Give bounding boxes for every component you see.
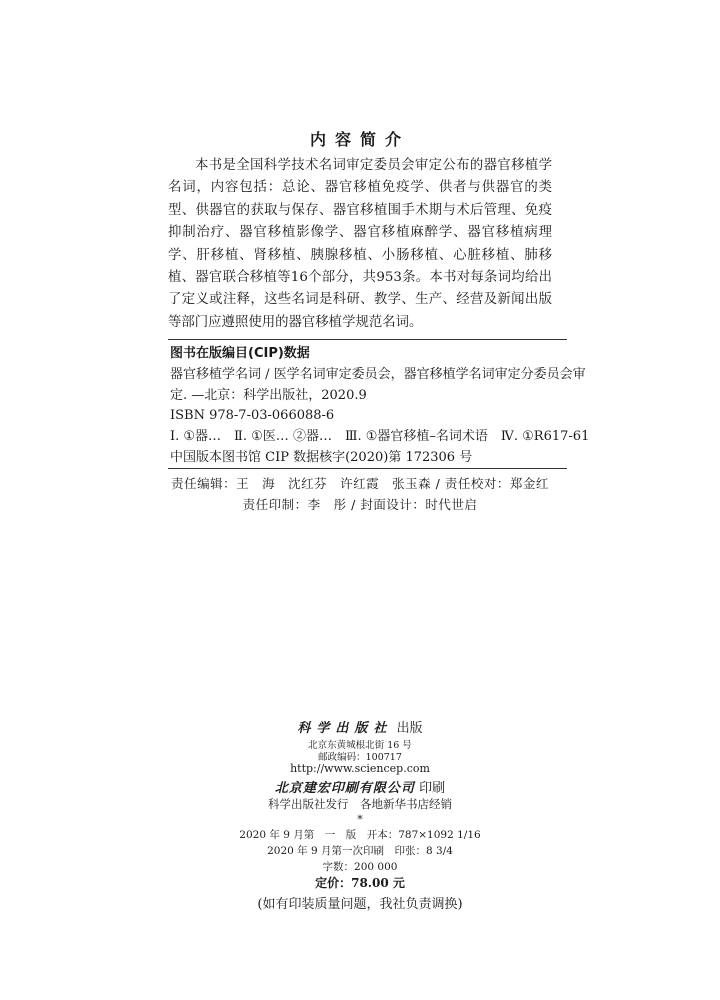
- quality-note: (如有印装质量问题，我社负责调换): [257, 897, 463, 912]
- word-count: 字数：200 000: [322, 861, 398, 873]
- edition-line: 2020 年 9 月第 一 版 开本：787×1092 1/16: [239, 829, 481, 841]
- cip-bottom-rule: [168, 468, 567, 469]
- price: 定价：78.00 元: [315, 876, 405, 890]
- publisher-postcode: 邮政编码：100717: [318, 752, 402, 763]
- intro-title: 内容简介: [309, 130, 410, 149]
- printer-logo-name: 北京建宏印刷有限公司: [274, 781, 415, 796]
- publisher-suffix: 出版: [396, 721, 423, 736]
- distribution-line: 科学出版社发行 各地新华书店经销: [268, 797, 452, 811]
- staff-credits-line2: [0, 495, 720, 513]
- printer-suffix: 印刷: [419, 781, 446, 796]
- printing-line: 2020 年 9 月第一次印刷 印张：8 3/4: [267, 845, 453, 857]
- cip-heading: 图书在版编目(CIP)数据: [170, 346, 310, 361]
- cip-approval-number: 中国版本图书馆 CIP 数据核字(2020)第 172306 号: [170, 450, 473, 465]
- staff-production: 责任印制：李 彤 / 封面设计：时代世启: [242, 497, 478, 512]
- cip-classification: Ⅰ. ①器… Ⅱ. ①医… ②器… Ⅲ. ①器官移植–名词术语 Ⅳ. ①R617-61: [170, 429, 590, 444]
- cip-top-rule: [168, 339, 567, 340]
- publisher-address: 北京东黄城根北街 16 号: [308, 740, 412, 751]
- separator-star: *: [357, 813, 363, 826]
- printer-line: [0, 777, 720, 796]
- staff-editors: 责任编辑：王 海 沈红芬 许红霞 张玉森 / 责任校对：郑金红: [171, 476, 549, 491]
- publisher-line: [0, 717, 720, 736]
- publisher-url: http://www.sciencep.com: [290, 762, 430, 775]
- cip-isbn: ISBN 978-7-03-066088-6: [170, 408, 335, 423]
- cip-description-line1: 器官移植学名词 / 医学名词审定委员会，器官移植学名词审定分委员会审: [170, 367, 586, 382]
- intro-body: [168, 155, 552, 334]
- intro-paragraph: 本书是全国科学技术名词审定委员会审定公布的器官移植学名词，内容包括：总论、器官移植免疫学、供者与供器官的类型、供器官的获取与保存、器官移植围手术期与术后管理、免疫抑制治疗、器官移植影像学、器官移植麻醉学、器官移植病理学、肝移植、肾移植、胰腺移植、小肠移植、心脏移植、肺移植、器官联合移植等16个部分，共953条。本书对每条词均给出了定义或注释，这些名词是科研、教学、生产、经营及新闻出版等部门应遵照使用的器官移植学规范名词。: [168, 158, 552, 330]
- staff-credits-line1: [0, 474, 720, 492]
- cip-description-line2: 定. —北京：科学出版社，2020.9: [170, 388, 367, 403]
- publisher-logo-name: 科学出版社: [297, 721, 393, 736]
